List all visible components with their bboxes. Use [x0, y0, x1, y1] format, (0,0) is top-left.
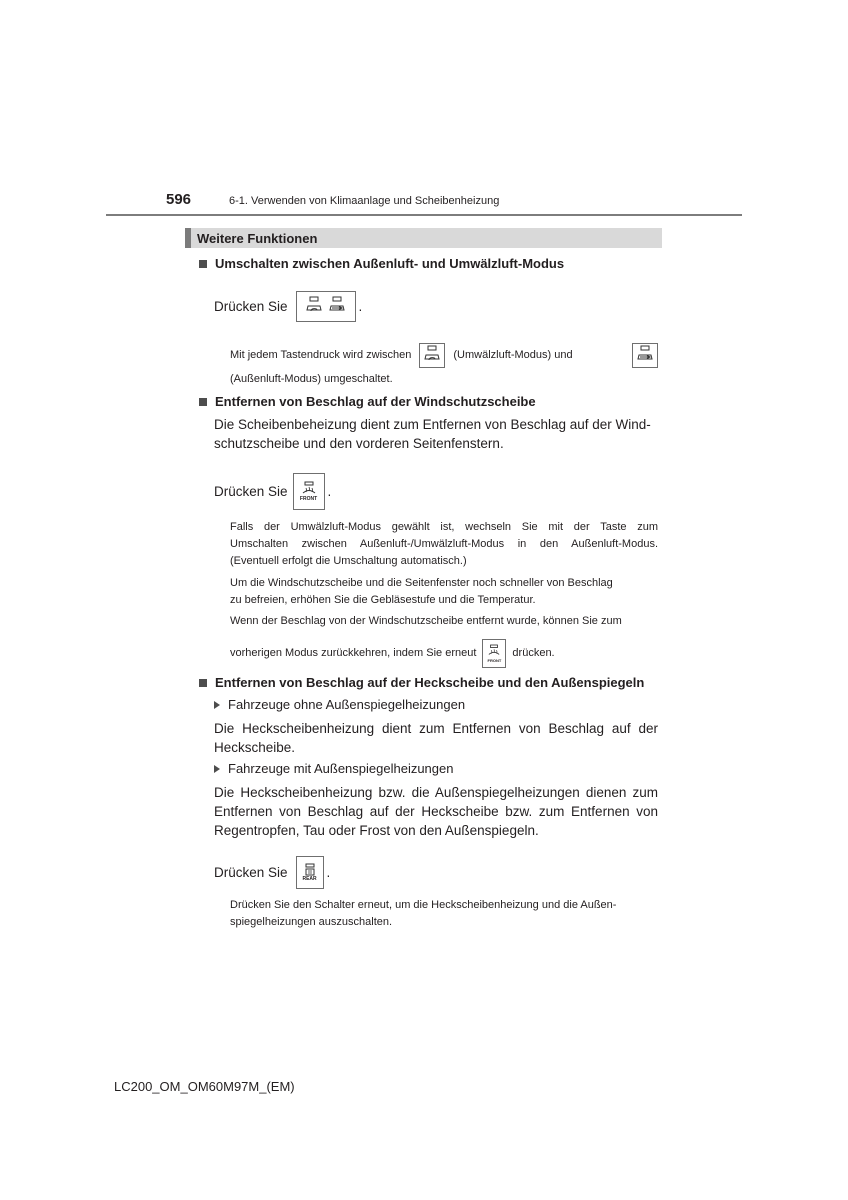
outside-air-icon: [328, 296, 346, 316]
rear-sub2: Fahrzeuge mit Außenspiegelheizungen: [214, 761, 453, 776]
triangle-bullet-icon: [214, 765, 220, 773]
page-number: 596: [166, 191, 192, 208]
front-note1: Falls der Umwälzluft-Modus gewählt ist, wechseln Sie mit der Taste zum Umschalten zwischen Außenluft-/Umwälzluft-Modus in den Außenluft-Modus. (Eventuell erfolgt die Umschaltung automatisch.): [230, 521, 658, 567]
bullet-square-icon: [199, 679, 207, 687]
outside-air-button-ref: [632, 343, 658, 368]
recirc-heading-text: Umschalten zwischen Außenluft- und Umwälzluft-Modus: [215, 256, 565, 271]
rear-sub1: Fahrzeuge ohne Außenspiegelheizungen: [214, 697, 465, 712]
triangle-bullet-icon: [214, 701, 220, 709]
recirc-note-line1: Mit jedem Tastendruck wird zwischen (Umwälzluft-Modus) und: [230, 342, 658, 368]
footer-code: LC200_OM_OM60M97M_(EM): [114, 1079, 295, 1094]
rear-sub2-body: Die Heckscheibenheizung bzw. die Außenspiegelheizungen dienen zum Entfernen von Beschlag auf der Heckscheibe bzw. zum Entfernen von Regentropfen, Tau oder Frost von den Außenspiegeln.: [214, 785, 658, 838]
recirculation-icon: [305, 296, 323, 316]
rear-defogger-icon: [304, 863, 316, 877]
front-body-line1: Die Scheibenbeheizung dient zum Entfernen von Beschlag auf der Wind-: [214, 417, 651, 432]
front-note2: Um die Windschutzscheibe und die Seitenfenster noch schneller von Beschlag zu befreien, erhöhen Sie die Gebläsestufe und die Temperatur.: [230, 577, 613, 606]
rear-defogger-button[interactable]: [296, 856, 324, 889]
recirc-heading: [199, 256, 564, 271]
front-defogger-icon: [488, 644, 500, 658]
front-note3-line1: Wenn der Beschlag von der Windschutzscheibe entfernt wurde, können Sie zum: [230, 615, 622, 627]
recirculation-button-ref: [419, 343, 445, 368]
front-press-label: Drücken Sie: [214, 483, 288, 499]
rear-heading-text: Entfernen von Beschlag auf der Heckscheibe und den Außenspiegeln: [215, 675, 645, 690]
outside-air-icon: [636, 345, 654, 365]
rear-heading: [199, 675, 644, 690]
front-body-line2: schutzscheibe und den vorderen Seitenfenstern.: [214, 436, 504, 451]
section-title: Weitere Funktionen: [197, 231, 318, 246]
front-defogger-button[interactable]: [293, 473, 325, 510]
recirc-press-label: Drücken Sie: [214, 298, 288, 314]
rear-press-row: Drücken Sie REAR .: [214, 855, 330, 889]
bullet-square-icon: [199, 260, 207, 268]
front-press-row: Drücken Sie FRONT .: [214, 472, 331, 510]
recirculation-icon: [423, 345, 441, 365]
front-defogger-icon: [302, 481, 316, 497]
front-heading: [199, 394, 536, 409]
front-defogger-button-ref: FRONT: [482, 639, 506, 668]
chapter-title: 6-1. Verwenden von Klimaanlage und Scheibenheizung: [229, 195, 500, 207]
bullet-square-icon: [199, 398, 207, 406]
header-rule: [106, 214, 742, 216]
front-heading-text: Entfernen von Beschlag auf der Windschutzscheibe: [215, 394, 536, 409]
rear-note: Drücken Sie den Schalter erneut, um die Heckscheibenheizung und die Außen- spiegelheizungen auszuschalten.: [230, 899, 617, 928]
recirc-note-line2: (Außenluft-Modus) umgeschaltet.: [230, 373, 393, 385]
front-note3-line2: vorherigen Modus zurückkehren, indem Sie erneut FRONT drücken.: [230, 638, 555, 668]
rear-press-label: Drücken Sie: [214, 864, 288, 880]
rear-sub1-body: Die Heckscheibenheizung dient zum Entfernen von Beschlag auf der Heckscheibe.: [214, 721, 658, 755]
air-intake-button[interactable]: [296, 291, 356, 322]
rear-button-label: REAR: [302, 875, 317, 882]
front-button-label: FRONT: [299, 495, 318, 502]
recirc-press-row: Drücken Sie .: [214, 290, 362, 322]
